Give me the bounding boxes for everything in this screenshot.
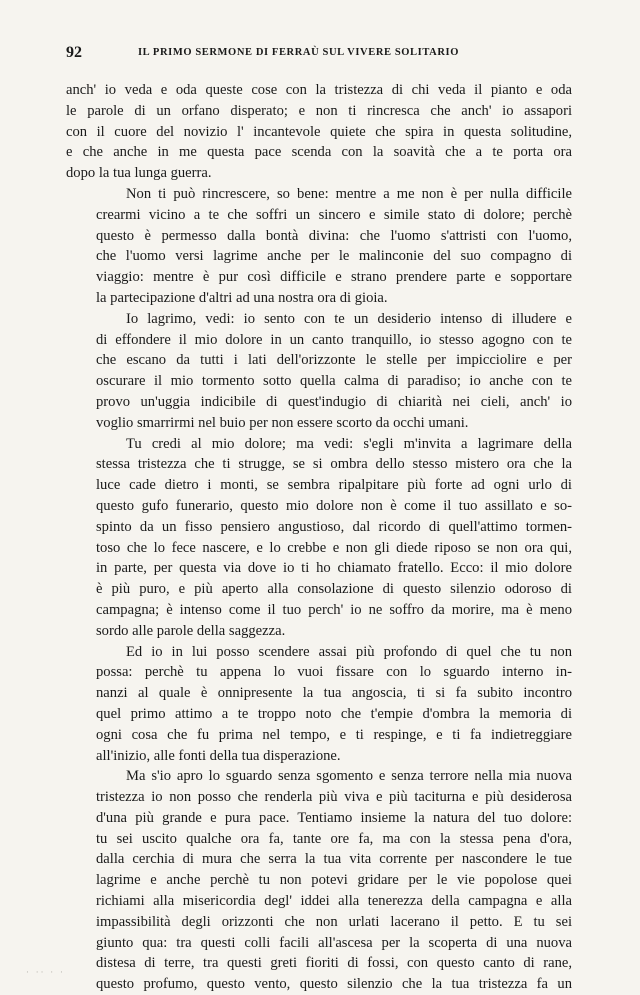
text-line: questo gufo funerario, questo mio dolore non è come il tuo assillato e so-: [96, 497, 572, 514]
text-line: impassibilità degli orizzonti che non urlati lacerano il petto. E tu sei: [96, 913, 572, 930]
text-line: campagna; è intenso come il tuo perch' io ne soffro da morire, ma è meno: [96, 601, 572, 618]
text-line: giunto qua: tra questi colli facili all'ascesa per la scoperta di una nuova: [96, 934, 572, 951]
text-line: provo un'uggia indicibile di quest'indugio di chiarità nei cieli, anch' io: [96, 393, 572, 410]
page-number: 92: [66, 44, 82, 61]
text-line: toso che lo fece nascere, e lo crebbe e non gli diede riposo se non ora qui,: [96, 539, 572, 556]
text-line: che escano da tutti i lati dell'orizzonte le stelle per impicciolire e per: [96, 352, 572, 369]
text-line: questo è permesso dalla bontà divina: che l'uomo s'attristi con l'uomo,: [96, 227, 572, 244]
text-line: all'inizio, alle fonti della tua disperazione.: [96, 747, 341, 764]
text-line: Ed io in lui posso scendere assai più profondo di quel che tu non: [126, 643, 572, 660]
paragraph: [66, 434, 572, 642]
text-line: luce cade dietro i monti, se sembra ripalpitare più forte ad ogni urlo di: [96, 477, 572, 494]
text-line: anch' io veda e oda queste cose con la tristezza di chi veda il pianto e oda: [66, 82, 572, 98]
text-line: che l'uomo versi lagrime anche per le malinconie del suo compagno di: [96, 248, 572, 265]
paragraph: [66, 309, 572, 434]
text-line: le parole di un orfano disperato; e non ti rincresca che anch' io assapori: [66, 102, 572, 119]
text-line: distesa di terre, tra questi greti fioriti di fossi, con questo canto di rane,: [96, 955, 572, 972]
paragraph: [66, 184, 572, 309]
body-text: [66, 80, 572, 995]
text-line: questo profumo, questo vento, questo silenzio che la tua tristezza fa un: [96, 976, 572, 993]
text-line: sordo alle parole della saggezza.: [96, 622, 286, 639]
page-header: [66, 44, 574, 66]
text-line: crearmi vicino a te che soffri un sincero e simile stato di dolore; perchè: [96, 206, 572, 223]
text-line: Non ti può rincrescere, so bene: mentre a me non è per nulla difficile: [126, 185, 572, 202]
text-line: è più puro, e più aperto alla consolazione di questo silenzio odoroso di: [96, 581, 572, 598]
text-line: stessa tristezza che ti strugge, se si ombra dello stesso mistero ora che la: [96, 456, 572, 473]
text-line: in parte, per questa via dove io ti ho chiamato fratello. Ecco: il mio dolore: [96, 560, 572, 577]
paragraph: [66, 642, 572, 767]
text-line: quel primo attimo a te troppo noto che t'empie d'ombra la memoria di: [96, 705, 572, 722]
text-line: richiami alla misericordia degl' iddei alla tenerezza della campagna e alla: [96, 893, 572, 910]
text-line: e che anche in me questa pace scenda con la soavità che a te porta ora: [66, 144, 572, 161]
text-line: dopo la tua lunga guerra.: [66, 165, 212, 182]
text-line: tu sei uscito qualche ora fa, tante ore fa, ma con la stessa pena d'ora,: [96, 830, 572, 847]
text-line: viaggio: mentre è pur così difficile e strano prendere parte e sopportare: [96, 269, 572, 286]
text-line: spinto da un fisso pensiero angustioso, dal ricordo di quell'attimo tormen-: [96, 518, 572, 535]
text-line: possa: perchè tu appena lo vuoi fissare con lo sguardo interno in-: [96, 664, 572, 681]
text-line: tristezza io non posso che renderla più viva e più taciturna e più desiderosa: [96, 789, 572, 806]
paragraph: [66, 766, 572, 995]
text-line: voglio smarrirmi nel buio per non essere scorto da occhi umani.: [96, 414, 469, 431]
running-title: IL PRIMO SERMONE DI FERRAÙ SUL VIVERE SOLITARIO: [138, 47, 459, 58]
text-line: con il cuore del novizio l' incantevole quiete che spira in questa solitudine,: [66, 123, 572, 140]
text-line: oscurare il mio tormento sotto quella calma di paradiso; io anche con te: [96, 373, 572, 390]
text-line: lagrime e anche perchè tu non potevi gridare per le vie popolose quei: [96, 872, 572, 889]
text-line: Io lagrimo, vedi: io sento con te un desiderio intenso di illudere e: [126, 310, 572, 327]
text-line: ogni cosa che fu prima nel tempo, e ti respinge, e ti fa indietreggiare: [96, 726, 572, 743]
text-line: nanzi al quale è onnipresente la tua angoscia, ti si fa subito incontro: [96, 685, 572, 702]
text-line: dalla cerchia di mura che serra la tua vita corrente per nascondere le tue: [96, 851, 572, 868]
paragraph: [66, 80, 572, 184]
text-line: la partecipazione d'altri ad una nostra ora di gioia.: [96, 289, 388, 306]
text-line: Tu credi al mio dolore; ma vedi: s'egli m'invita a lagrimare della: [126, 435, 572, 452]
text-line: di effondere il mio dolore in un canto tranquillo, io stesso agogno con te: [96, 331, 572, 348]
scan-artifact-mark: · ·· · ·: [26, 968, 65, 978]
text-line: d'una più grande e pura pace. Tentiamo insieme la natura del tuo dolore:: [96, 809, 572, 826]
text-line: Ma s'io apro lo sguardo senza sgomento e senza terrore nella mia nuova: [126, 768, 572, 785]
